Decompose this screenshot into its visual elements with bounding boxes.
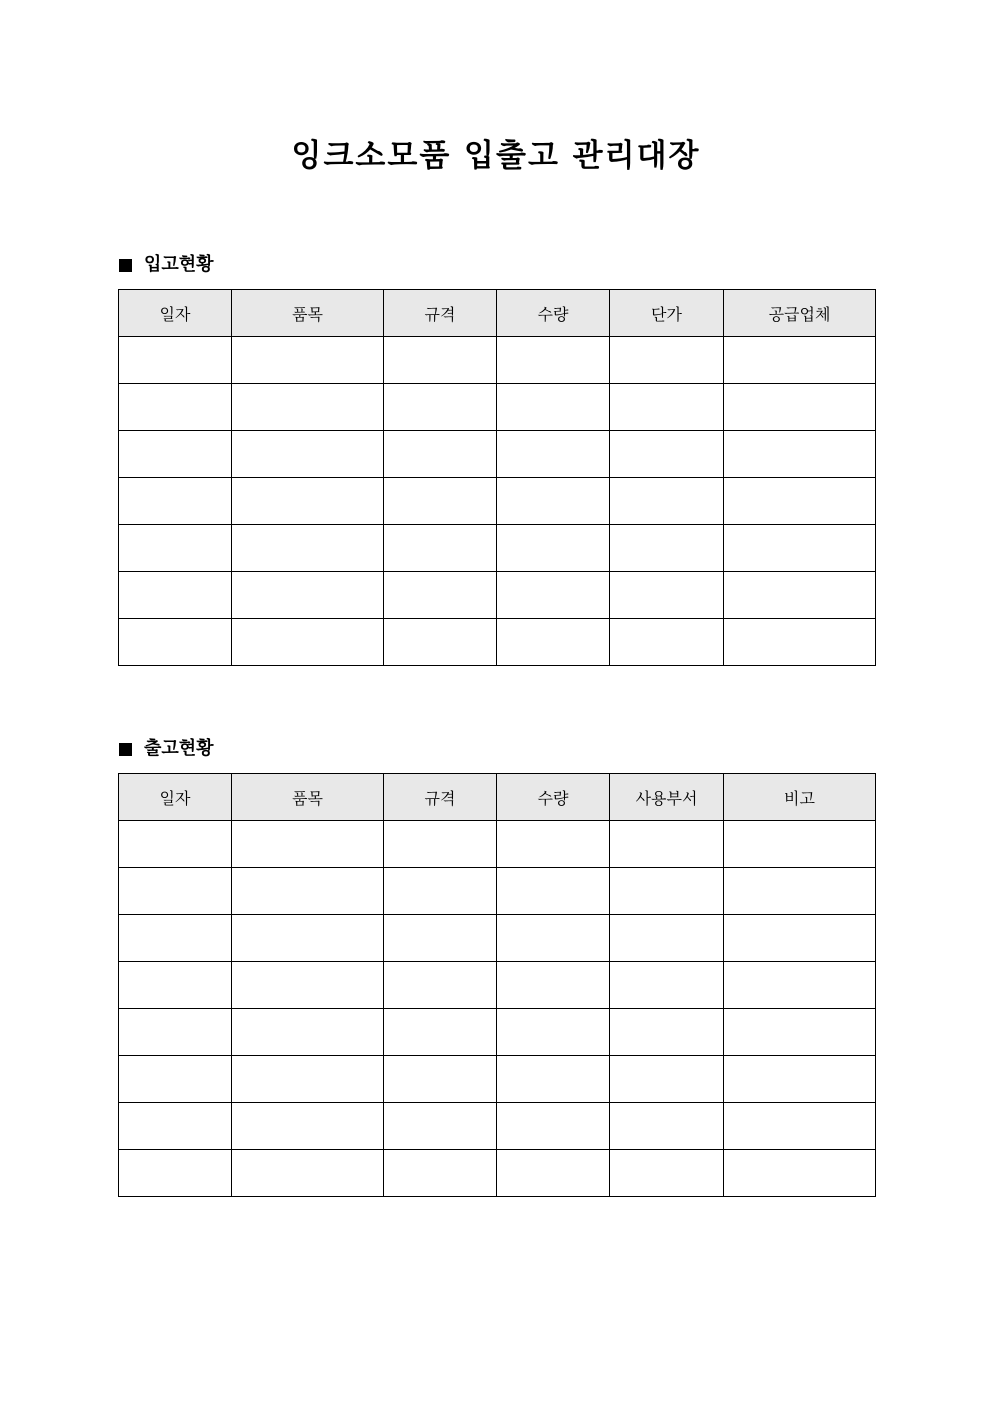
table-cell[interactable] [232, 525, 384, 572]
table-row [119, 431, 876, 478]
table-cell[interactable] [232, 619, 384, 666]
table-cell[interactable] [384, 962, 497, 1009]
table-cell[interactable] [119, 525, 232, 572]
table-cell[interactable] [497, 1150, 610, 1197]
table-cell[interactable] [610, 1056, 724, 1103]
table-header-row [119, 290, 876, 337]
table-cell[interactable] [610, 384, 724, 431]
table-cell[interactable] [724, 478, 876, 525]
table-cell[interactable] [497, 962, 610, 1009]
table-row [119, 478, 876, 525]
table-cell[interactable] [724, 337, 876, 384]
table-cell[interactable] [119, 1103, 232, 1150]
table-row [119, 525, 876, 572]
table-cell[interactable] [610, 962, 724, 1009]
outbound-table [118, 773, 876, 1197]
table-cell[interactable] [497, 572, 610, 619]
table-cell[interactable] [119, 572, 232, 619]
table-cell[interactable] [610, 1103, 724, 1150]
table-cell[interactable] [497, 1103, 610, 1150]
table-cell[interactable] [119, 478, 232, 525]
table-cell[interactable] [497, 619, 610, 666]
table-cell[interactable] [119, 868, 232, 915]
outbound-heading-label: 출고현황 [144, 738, 214, 759]
table-row [119, 1056, 876, 1103]
table-cell[interactable] [610, 478, 724, 525]
table-cell[interactable] [384, 1150, 497, 1197]
table-cell[interactable] [610, 915, 724, 962]
table-cell[interactable] [724, 619, 876, 666]
table-cell[interactable] [724, 915, 876, 962]
table-cell[interactable] [724, 1009, 876, 1056]
table-cell[interactable] [384, 384, 497, 431]
table-cell[interactable] [232, 337, 384, 384]
table-cell[interactable] [610, 431, 724, 478]
table-cell[interactable] [232, 868, 384, 915]
table-cell[interactable] [119, 821, 232, 868]
table-row [119, 1150, 876, 1197]
table-cell[interactable] [384, 868, 497, 915]
column-header: 비고 [724, 774, 876, 821]
table-cell[interactable] [610, 868, 724, 915]
table-cell[interactable] [119, 337, 232, 384]
column-header: 수량 [497, 774, 610, 821]
table-cell[interactable] [610, 337, 724, 384]
table-row [119, 1009, 876, 1056]
table-cell[interactable] [119, 1150, 232, 1197]
table-row [119, 821, 876, 868]
column-header: 일자 [119, 774, 232, 821]
table-cell[interactable] [384, 915, 497, 962]
table-cell[interactable] [232, 384, 384, 431]
table-cell[interactable] [384, 1103, 497, 1150]
table-cell[interactable] [384, 1009, 497, 1056]
table-cell[interactable] [232, 572, 384, 619]
table-cell[interactable] [497, 915, 610, 962]
table-cell[interactable] [497, 478, 610, 525]
column-header: 사용부서 [610, 774, 724, 821]
column-header: 품목 [232, 290, 384, 337]
table-row [119, 619, 876, 666]
table-cell[interactable] [497, 525, 610, 572]
inbound-table [118, 289, 876, 666]
table-cell[interactable] [610, 821, 724, 868]
table-cell[interactable] [119, 915, 232, 962]
table-cell[interactable] [724, 1150, 876, 1197]
table-row [119, 962, 876, 1009]
table-cell[interactable] [724, 962, 876, 1009]
table-cell[interactable] [724, 525, 876, 572]
page-title: 잉크소모품 입출고 관리대장 [291, 138, 701, 174]
column-header: 규격 [384, 774, 497, 821]
table-cell[interactable] [119, 962, 232, 1009]
table-cell[interactable] [232, 1056, 384, 1103]
column-header: 규격 [384, 290, 497, 337]
outbound-section-heading [119, 737, 214, 761]
table-row [119, 915, 876, 962]
table-cell[interactable] [610, 1150, 724, 1197]
table-cell[interactable] [384, 572, 497, 619]
table-cell[interactable] [384, 619, 497, 666]
table-cell[interactable] [232, 821, 384, 868]
table-cell[interactable] [119, 1056, 232, 1103]
table-cell[interactable] [232, 478, 384, 525]
table-cell[interactable] [497, 337, 610, 384]
table-cell[interactable] [384, 1056, 497, 1103]
square-bullet-icon [119, 259, 132, 272]
table-cell[interactable] [497, 431, 610, 478]
table-cell[interactable] [497, 384, 610, 431]
inbound-section-heading [119, 253, 214, 277]
table-cell[interactable] [497, 868, 610, 915]
column-header: 일자 [119, 290, 232, 337]
table-cell[interactable] [497, 1009, 610, 1056]
table-cell[interactable] [384, 821, 497, 868]
table-header-row [119, 774, 876, 821]
table-cell[interactable] [610, 572, 724, 619]
table-cell[interactable] [497, 1056, 610, 1103]
table-cell[interactable] [232, 1150, 384, 1197]
inbound-heading-label: 입고현황 [144, 254, 214, 275]
table-cell[interactable] [610, 525, 724, 572]
table-cell[interactable] [384, 337, 497, 384]
column-header: 품목 [232, 774, 384, 821]
table-cell[interactable] [232, 962, 384, 1009]
table-row [119, 1103, 876, 1150]
table-cell[interactable] [384, 525, 497, 572]
table-cell[interactable] [119, 384, 232, 431]
table-cell[interactable] [232, 1103, 384, 1150]
table-cell[interactable] [610, 1009, 724, 1056]
table-cell[interactable] [724, 1056, 876, 1103]
column-header: 단가 [610, 290, 724, 337]
table-cell[interactable] [724, 572, 876, 619]
table-cell[interactable] [384, 478, 497, 525]
table-cell[interactable] [724, 431, 876, 478]
table-row [119, 384, 876, 431]
table-cell[interactable] [119, 1009, 232, 1056]
table-cell[interactable] [232, 915, 384, 962]
table-cell[interactable] [232, 1009, 384, 1056]
column-header: 공급업체 [724, 290, 876, 337]
table-cell[interactable] [497, 821, 610, 868]
table-row [119, 337, 876, 384]
table-cell[interactable] [232, 431, 384, 478]
square-bullet-icon [119, 743, 132, 756]
table-row [119, 868, 876, 915]
table-cell[interactable] [610, 619, 724, 666]
table-cell[interactable] [724, 868, 876, 915]
table-row [119, 572, 876, 619]
table-cell[interactable] [724, 1103, 876, 1150]
table-cell[interactable] [119, 619, 232, 666]
table-cell[interactable] [724, 384, 876, 431]
table-cell[interactable] [384, 431, 497, 478]
table-cell[interactable] [119, 431, 232, 478]
column-header: 수량 [497, 290, 610, 337]
table-cell[interactable] [724, 821, 876, 868]
